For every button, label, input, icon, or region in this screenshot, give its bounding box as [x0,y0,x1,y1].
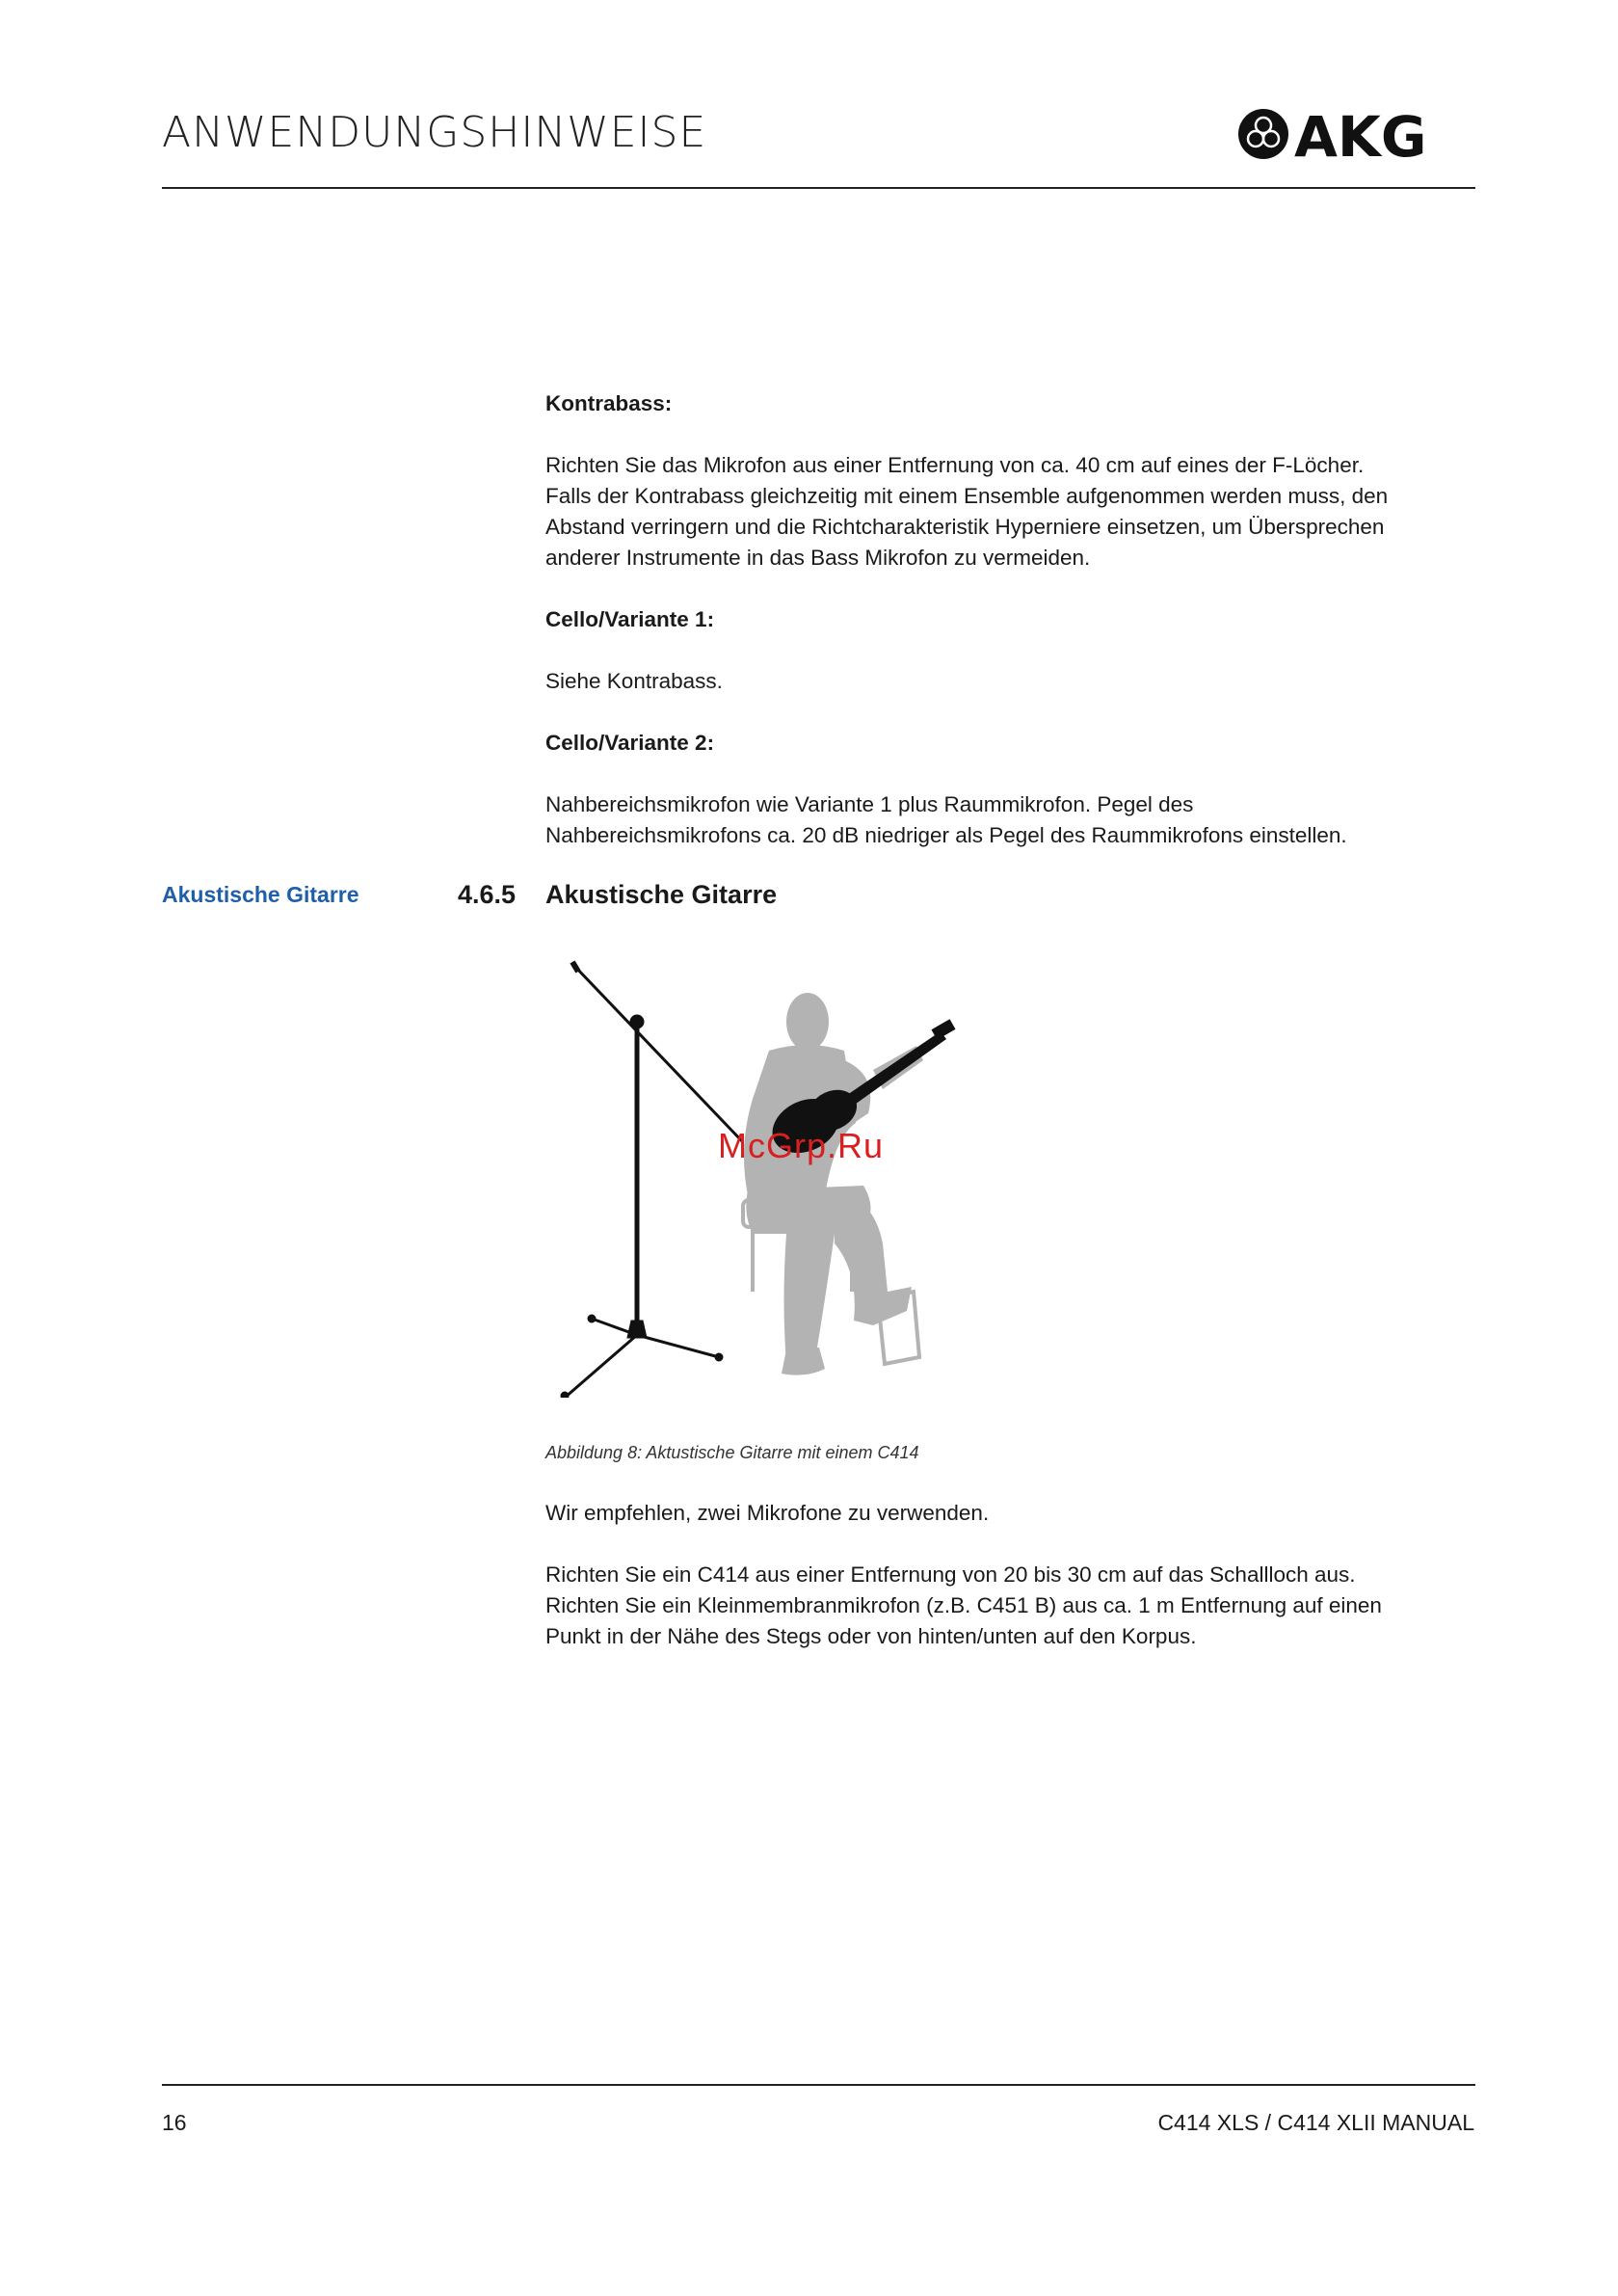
akg-logo [1236,106,1477,162]
manual-title: C414 XLS / C414 XLII MANUAL [1157,2110,1474,2135]
side-label-akustische-gitarre: Akustische Gitarre [162,882,359,907]
guitarist-illustration [545,954,1008,1398]
page-number: 16 [162,2110,187,2135]
kontrabass-line-4: anderer Instrumente in das Bass Mikrofon zu vermeiden. [545,546,1091,570]
gitarre-line-3: Punkt in der Nähe des Stegs oder von hinten/unten auf den Korpus. [545,1624,1197,1648]
cello1-heading: Cello/Variante 1: [545,607,715,631]
gitarre-text-block [545,1498,1480,1652]
header-divider [162,187,1475,189]
kontrabass-heading: Kontrabass: [545,391,673,415]
gitarre-line-2: Richten Sie ein Kleinmembranmikrofon (z.B. C451 B) aus ca. 1 m Entfernung auf einen [545,1593,1382,1617]
cello2-line-2: Nahbereichsmikrofons ca. 20 dB niedriger als Pegel des Raummikrofons einstellen. [545,823,1347,847]
kontrabass-line-3: Abstand verringern und die Richtcharakteristik Hyperniere einsetzen, um Übersprechen [545,515,1385,539]
person-silhouette [744,993,923,1375]
cello2-heading: Cello/Variante 2: [545,731,715,755]
mic-stand [561,962,743,1398]
cello2-line-1: Nahbereichsmikrofon wie Variante 1 plus Raummikrofon. Pegel des [545,792,1194,816]
kontrabass-line-1: Richten Sie das Mikrofon aus einer Entfernung von ca. 40 cm auf eines der F-Löcher. [545,453,1365,477]
section-number: 4.6.5 [458,880,517,909]
gitarre-line-1: Richten Sie ein C414 aus einer Entfernung von 20 bis 30 cm auf das Schallloch aus. [545,1562,1356,1587]
section-title: Akustische Gitarre [545,880,778,909]
cello1-text: Siehe Kontrabass. [545,669,723,693]
watermark-text: McGrp.Ru [718,1126,885,1165]
kontrabass-line-2: Falls der Kontrabass gleichzeitig mit einem Ensemble aufgenommen werden muss, den [545,484,1389,508]
kontrabass-section [545,388,1480,851]
page-header-title: ANWENDUNGSHINWEISE [162,108,707,157]
logo-text: AKG [1294,106,1427,162]
footer-divider [162,2084,1475,2086]
recommendation-text: Wir empfehlen, zwei Mikrofone zu verwenden. [545,1501,990,1525]
figure-caption: Abbildung 8: Aktustische Gitarre mit einem C414 [545,1443,919,1462]
